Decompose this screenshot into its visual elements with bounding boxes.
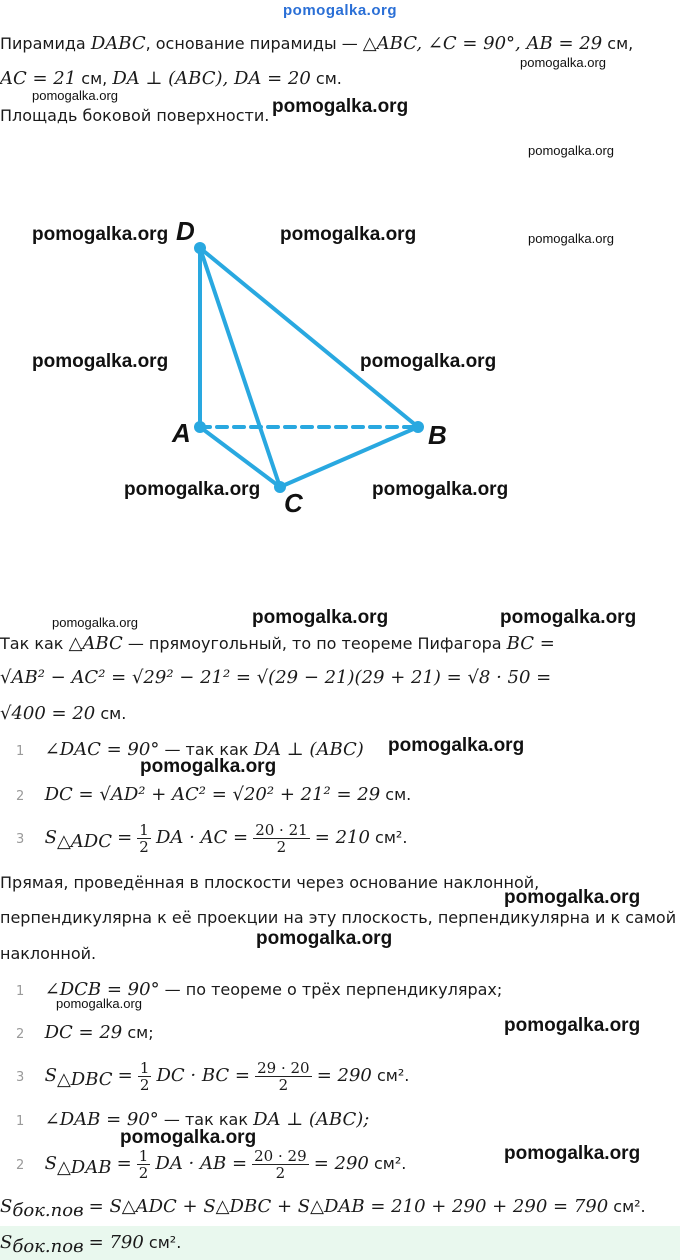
fraction-num: 1	[138, 1147, 149, 1165]
intro-math: DABC	[90, 33, 146, 54]
fraction-den: 2	[276, 838, 287, 856]
paragraph-line-1: Прямая, проведённая в плоскости через основание наклонной,	[0, 873, 540, 892]
intro-line-2	[0, 68, 342, 89]
solution-math: = S△ADC + S△DBC + S△DAB = 210 + 290 + 290 = 790	[88, 1196, 609, 1217]
vertex-b	[412, 421, 424, 433]
solution-text: — по теореме о трёх перпендикулярах;	[164, 980, 503, 999]
watermark: pomogalka.org	[32, 351, 169, 372]
solution-text: — так как	[164, 740, 249, 759]
edge-cb	[280, 427, 418, 487]
watermark: pomogalka.org	[256, 928, 393, 949]
fraction	[255, 1060, 311, 1093]
solution-math: =	[117, 1065, 133, 1086]
step-number: 3	[16, 1070, 25, 1085]
answer-line	[0, 1232, 181, 1257]
fraction-num: 1	[139, 821, 149, 839]
intro-text: Пирамида	[0, 34, 86, 53]
solution-text: см.	[385, 785, 412, 804]
solution-math: ∠DAB = 90°	[44, 1109, 159, 1130]
step-number: 1	[16, 1114, 25, 1129]
solution-math: △DAB	[56, 1157, 112, 1179]
solution-math: DA · AC =	[155, 827, 249, 848]
step-number: 1	[16, 984, 25, 999]
watermark: pomogalka.org	[388, 735, 525, 756]
solution-text: — так как	[163, 1110, 248, 1129]
watermark: pomogalka.org	[120, 1127, 257, 1148]
step-number: 1	[16, 744, 25, 759]
fraction-num: 20 · 29	[254, 1147, 307, 1165]
watermark: pomogalka.org	[500, 607, 637, 628]
watermark: pomogalka.org	[252, 607, 389, 628]
watermark: pomogalka.org	[280, 224, 417, 245]
step-number: 2	[16, 789, 25, 804]
solution-math: √400 = 20	[0, 703, 96, 724]
solution-math: BC =	[506, 633, 555, 654]
answer-math: бок.пов	[12, 1236, 84, 1258]
watermark: pomogalka.org	[520, 55, 606, 70]
watermark: pomogalka.org	[124, 479, 261, 500]
fraction-den: 2	[139, 838, 149, 856]
solution-text: см².	[375, 828, 408, 847]
intro-text: , основание пирамиды —	[145, 34, 358, 53]
watermark: pomogalka.org	[52, 615, 138, 630]
step-2	[16, 784, 411, 805]
edge-dc	[200, 248, 280, 487]
solution-text: см².	[613, 1197, 646, 1216]
intro-text: см,	[81, 69, 108, 88]
solution-math: = 210	[314, 827, 370, 848]
s-step-2	[16, 1022, 154, 1043]
intro-line-3: Площадь боковой поверхности.	[0, 106, 270, 125]
fraction	[137, 822, 151, 855]
vertex-a	[194, 421, 206, 433]
solution-math: S	[44, 1065, 57, 1086]
solution-math: S	[44, 827, 57, 848]
fraction-den: 2	[138, 1164, 149, 1182]
intro-line-1	[0, 33, 633, 54]
label-a: A	[172, 418, 191, 448]
solution-text: см.	[100, 704, 127, 723]
solution-math: =	[117, 827, 133, 848]
watermark: pomogalka.org	[360, 351, 497, 372]
step-number: 3	[16, 832, 25, 847]
solution-math: ∠DCB = 90°	[44, 979, 160, 1000]
fraction-num: 1	[139, 1059, 150, 1077]
label-c: C	[284, 488, 303, 518]
solution-math: DA ⊥ (ABC)	[253, 739, 364, 760]
step-number: 2	[16, 1158, 25, 1173]
solution-math: S	[0, 1196, 13, 1217]
step-number: 2	[16, 1027, 25, 1042]
s-step-3	[16, 1060, 409, 1093]
solution-math: =	[116, 1153, 132, 1174]
watermark: pomogalka.org	[140, 756, 277, 777]
total-line	[0, 1196, 646, 1221]
intro-math: △ABC, ∠C = 90°, AB = 29	[362, 33, 603, 54]
watermark: pomogalka.org	[32, 224, 169, 245]
vertex-d	[194, 242, 206, 254]
pythagoras-line-3	[0, 703, 126, 724]
solution-math: △DBC	[56, 1069, 113, 1091]
fraction-den: 2	[278, 1076, 289, 1094]
solution-math: △ADC	[56, 831, 113, 853]
solution-math: △ABC	[68, 633, 123, 654]
step-3	[16, 822, 407, 855]
watermark: pomogalka.org	[528, 143, 614, 158]
solution-text: см;	[127, 1023, 154, 1042]
pythagoras-line-2: √AB² − AC² = √29² − 21² = √(29 − 21)(29 + 21) = √8 · 50 =	[0, 667, 552, 688]
fraction	[138, 1060, 152, 1093]
intro-text: см,	[607, 34, 634, 53]
intro-text: см.	[315, 69, 342, 88]
solution-math: DC = √AD² + AC² = √20² + 21² = 29	[44, 784, 381, 805]
fraction	[252, 1148, 308, 1181]
solution-math: S	[44, 1153, 57, 1174]
paragraph-line-2: перпендикулярна к её проекции на эту плоскость, перпендикулярна и к самой	[0, 908, 677, 927]
solution-math: DC · BC =	[156, 1065, 251, 1086]
intro-math: DA ⊥ (ABC), DA = 20	[112, 68, 311, 89]
watermark: pomogalka.org	[504, 887, 641, 908]
solution-math: = 290	[316, 1065, 372, 1086]
solution-math: DA · AB =	[155, 1153, 248, 1174]
solution-math: DC = 29	[44, 1022, 123, 1043]
fraction-num: 20 · 21	[255, 821, 308, 839]
watermark: pomogalka.org	[32, 88, 118, 103]
solution-text: см².	[373, 1154, 407, 1173]
watermark: pomogalka.org	[504, 1143, 641, 1164]
solution-math: = 290	[313, 1153, 369, 1174]
solution-text: Так как	[0, 634, 64, 653]
answer-math: = 790	[88, 1232, 144, 1253]
watermark-top: pomogalka.org	[283, 2, 398, 19]
solution-math: ∠DAC = 90°	[44, 739, 160, 760]
label-d: D	[176, 216, 195, 246]
fraction-den: 2	[275, 1164, 286, 1182]
intro-math: AC = 21	[0, 68, 77, 89]
paragraph-line-3: наклонной.	[0, 944, 97, 963]
fraction-den: 2	[139, 1076, 150, 1094]
watermark: pomogalka.org	[372, 479, 509, 500]
watermark: pomogalka.org	[272, 96, 409, 117]
t-step-2	[16, 1148, 406, 1181]
fraction	[253, 822, 309, 855]
fraction	[137, 1148, 151, 1181]
edge-db	[200, 248, 418, 427]
solution-math: бок.пов	[12, 1200, 84, 1222]
solution-text: см².	[376, 1066, 410, 1085]
solution-math: DA ⊥ (ABC);	[253, 1109, 370, 1130]
pythagoras-line-1	[0, 633, 555, 654]
solution-text: — прямоугольный, то по теореме Пифагора	[127, 634, 502, 653]
watermark: pomogalka.org	[56, 996, 142, 1011]
fraction-num: 29 · 20	[257, 1059, 310, 1077]
watermark: pomogalka.org	[504, 1015, 641, 1036]
watermark: pomogalka.org	[528, 231, 614, 246]
answer-text: см².	[148, 1233, 182, 1252]
label-b: B	[428, 420, 447, 450]
answer-math: S	[0, 1232, 13, 1253]
